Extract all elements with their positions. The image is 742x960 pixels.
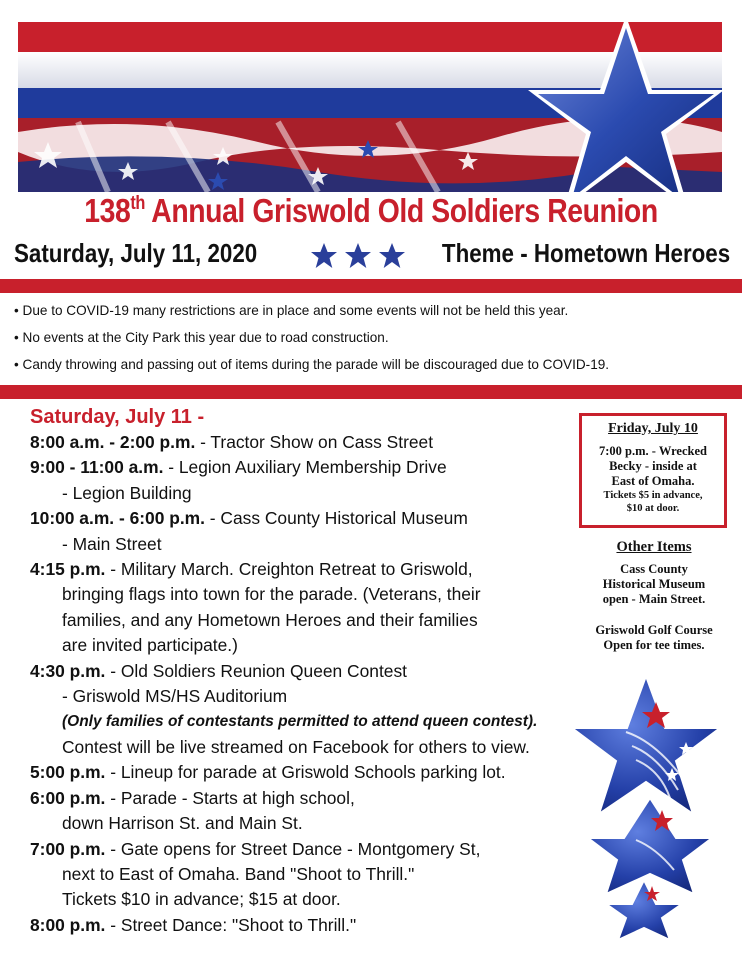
entry-continuation: - Legion Building xyxy=(62,482,192,503)
friday-line: East of Omaha. xyxy=(611,474,695,488)
star-icon xyxy=(345,243,371,268)
friday-title: Friday, July 10 xyxy=(608,421,698,436)
schedule-entry xyxy=(30,557,575,582)
other-item-line: Cass County xyxy=(620,562,688,576)
schedule-entry xyxy=(30,506,575,531)
notice-item: • Candy throwing and passing out of items during the parade will be discouraged due to COVID-19. xyxy=(14,356,610,372)
friday-event-box xyxy=(579,413,727,528)
entry-text: - Tractor Show on Cass Street xyxy=(195,432,434,452)
notice-item: • No events at the City Park this year due to road construction. xyxy=(14,329,389,345)
other-item xyxy=(574,562,734,607)
other-item-line: open - Main Street. xyxy=(602,592,706,606)
entry-continuation: Contest will be live streamed on Facebook for others to view. xyxy=(62,736,530,757)
entry-time: 8:00 p.m. xyxy=(30,914,106,935)
friday-line: Tickets $5 in advance, xyxy=(603,490,703,501)
other-item-line: Griswold Golf Course xyxy=(595,623,713,637)
entry-text: - Legion Auxiliary Membership Drive xyxy=(163,457,447,478)
entry-time: 8:00 a.m. - 2:00 p.m. xyxy=(30,432,196,452)
entry-text: - Old Soldiers Reunion Queen Contest xyxy=(105,660,407,681)
friday-text xyxy=(582,444,724,489)
other-item-line: Open for tee times. xyxy=(603,638,705,652)
entry-continuation: down Harrison St. and Main St. xyxy=(62,813,303,834)
title-number: 138 xyxy=(84,192,131,229)
entry-continuation: next to East of Omaha. Band "Shoot to Thrill." xyxy=(62,863,415,884)
entry-time: 6:00 p.m. xyxy=(30,787,106,808)
other-item xyxy=(574,623,734,653)
entry-continuation: Tickets $10 in advance; $15 at door. xyxy=(62,889,341,910)
other-item-line: Historical Museum xyxy=(602,577,706,591)
entry-text: - Military March. Creighton Retreat to Griswold, xyxy=(105,559,473,580)
entry-time: 7:00 p.m. xyxy=(30,838,106,859)
entry-text: - Gate opens for Street Dance - Montgomery St, xyxy=(105,838,481,859)
decorative-stars-graphic xyxy=(566,672,726,947)
friday-line: 7:00 p.m. - Wrecked xyxy=(599,444,707,458)
entry-time: 10:00 a.m. - 6:00 p.m. xyxy=(30,508,205,529)
schedule-entry xyxy=(30,837,575,862)
entry-text: - Lineup for parade at Griswold Schools parking lot. xyxy=(105,762,506,783)
entry-continuation: bringing flags into town for the parade. (Veterans, their xyxy=(62,584,481,605)
star-divider xyxy=(310,242,406,275)
notice-item: • Due to COVID-19 many restrictions are in place and some events will not be held this year. xyxy=(14,302,569,318)
star-icon xyxy=(311,243,337,268)
entry-text: - Street Dance: "Shoot to Thrill." xyxy=(105,914,357,935)
divider-stripe-bottom xyxy=(0,385,742,399)
schedule-heading: Saturday, July 11 - xyxy=(30,406,205,428)
entry-time: 4:15 p.m. xyxy=(30,559,106,580)
page-title xyxy=(52,192,690,230)
friday-ticket-info xyxy=(582,489,724,515)
schedule-entry xyxy=(30,659,575,684)
entry-continuation: - Main Street xyxy=(62,533,162,554)
entry-time: 9:00 - 11:00 a.m. xyxy=(30,457,164,478)
title-text: Annual Griswold Old Soldiers Reunion xyxy=(144,192,658,229)
schedule-entry xyxy=(30,455,575,480)
other-items-title: Other Items xyxy=(616,539,692,555)
title-ordinal-suffix: th xyxy=(130,193,145,214)
friday-line: Becky - inside at xyxy=(609,459,697,473)
entry-continuation: - Griswold MS/HS Auditorium xyxy=(62,686,288,707)
saturday-schedule xyxy=(30,404,575,938)
schedule-entry xyxy=(30,913,575,938)
queen-contest-note: (Only families of contestants permitted to attend queen contest). xyxy=(62,713,538,731)
entry-time: 4:30 p.m. xyxy=(30,660,106,681)
divider-stripe-top xyxy=(0,279,742,293)
schedule-entry xyxy=(30,760,575,785)
entry-text: - Cass County Historical Museum xyxy=(204,508,468,529)
schedule-entry xyxy=(30,430,575,455)
entry-continuation: are invited participate.) xyxy=(62,635,238,656)
flag-banner-graphic xyxy=(18,22,722,192)
event-date: Saturday, July 11, 2020 xyxy=(14,238,258,268)
other-items-section xyxy=(574,538,734,653)
entry-continuation: families, and any Hometown Heroes and their families xyxy=(62,609,478,630)
event-theme: Theme - Hometown Heroes xyxy=(441,238,730,268)
entry-text: - Parade - Starts at high school, xyxy=(105,787,355,808)
entry-time: 5:00 p.m. xyxy=(30,762,106,783)
schedule-entry xyxy=(30,786,575,811)
subtitle-row xyxy=(14,238,730,274)
friday-line: $10 at door. xyxy=(626,503,680,514)
notice-list xyxy=(14,297,734,378)
star-icon xyxy=(379,243,405,268)
